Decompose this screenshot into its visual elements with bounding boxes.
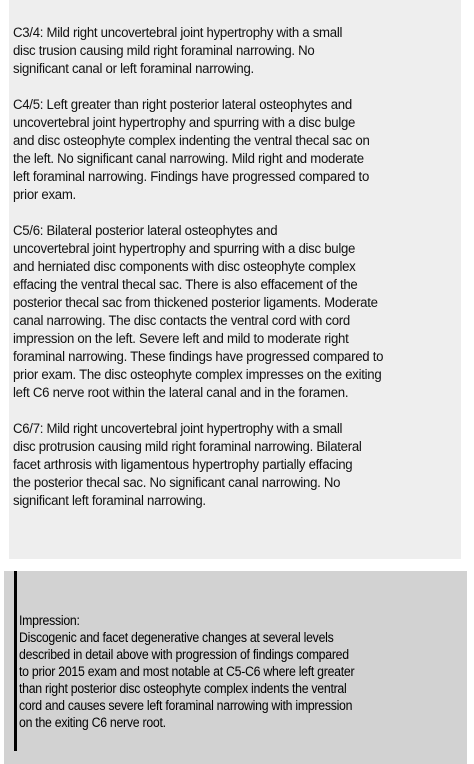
impression-divider-rule bbox=[14, 571, 17, 751]
finding-c6-c7: C6/7: Mild right uncovertebral joint hypertrophy with a small disc protrusion causing mild right foraminal narrowing. Bilateral facet arthrosis with ligamentous hypertrophy partially effacing the posterior thecal sac. No significant canal narrowing. No significant left foraminal narrowing. bbox=[13, 421, 362, 509]
finding-c3-c4: C3/4: Mild right uncovertebral joint hypertrophy with a small disc trusion causing mild right foraminal narrowing. No significant canal or left foraminal narrowing. bbox=[13, 25, 343, 77]
impression-panel bbox=[4, 571, 467, 764]
impression-block bbox=[19, 612, 461, 731]
findings-panel bbox=[9, 0, 461, 559]
impression-heading: Impression: bbox=[19, 613, 80, 628]
impression-text: Discogenic and facet degenerative changes at several levels described in detail above with progression of findings compared to prior 2015 exam and most notable at C5-C6 where left greater than right posterior disc osteophyte complex indents the ventral cord and causes severe left foraminal narrowing with impression on the exiting C6 nerve root. bbox=[19, 630, 355, 730]
finding-c5-c6: C5/6: Bilateral posterior lateral osteophytes and uncovertebral joint hypertrophy and spurring with a disc bulge and herniated disc components with disc osteophyte complex effacing the ventral thecal sac. There is also effacement of the posterior thecal sac from thickened posterior ligaments. Moderate canal narrowing. The disc contacts the ventral cord with cord impression on the left. Severe left and mild to moderate right foraminal narrowing. These findings have progressed compared to prior exam. The disc osteophyte complex impresses on the exiting left C6 nerve root within the lateral canal and in the foramen. bbox=[13, 223, 384, 401]
finding-c4-c5: C4/5: Left greater than right posterior lateral osteophytes and uncovertebral joint hypertrophy and spurring with a disc bulge and disc osteophyte complex indenting the ventral thecal sac on the left. No significant canal narrowing. Mild right and moderate left foraminal narrowing. Findings have progressed compared to prior exam. bbox=[13, 97, 370, 203]
